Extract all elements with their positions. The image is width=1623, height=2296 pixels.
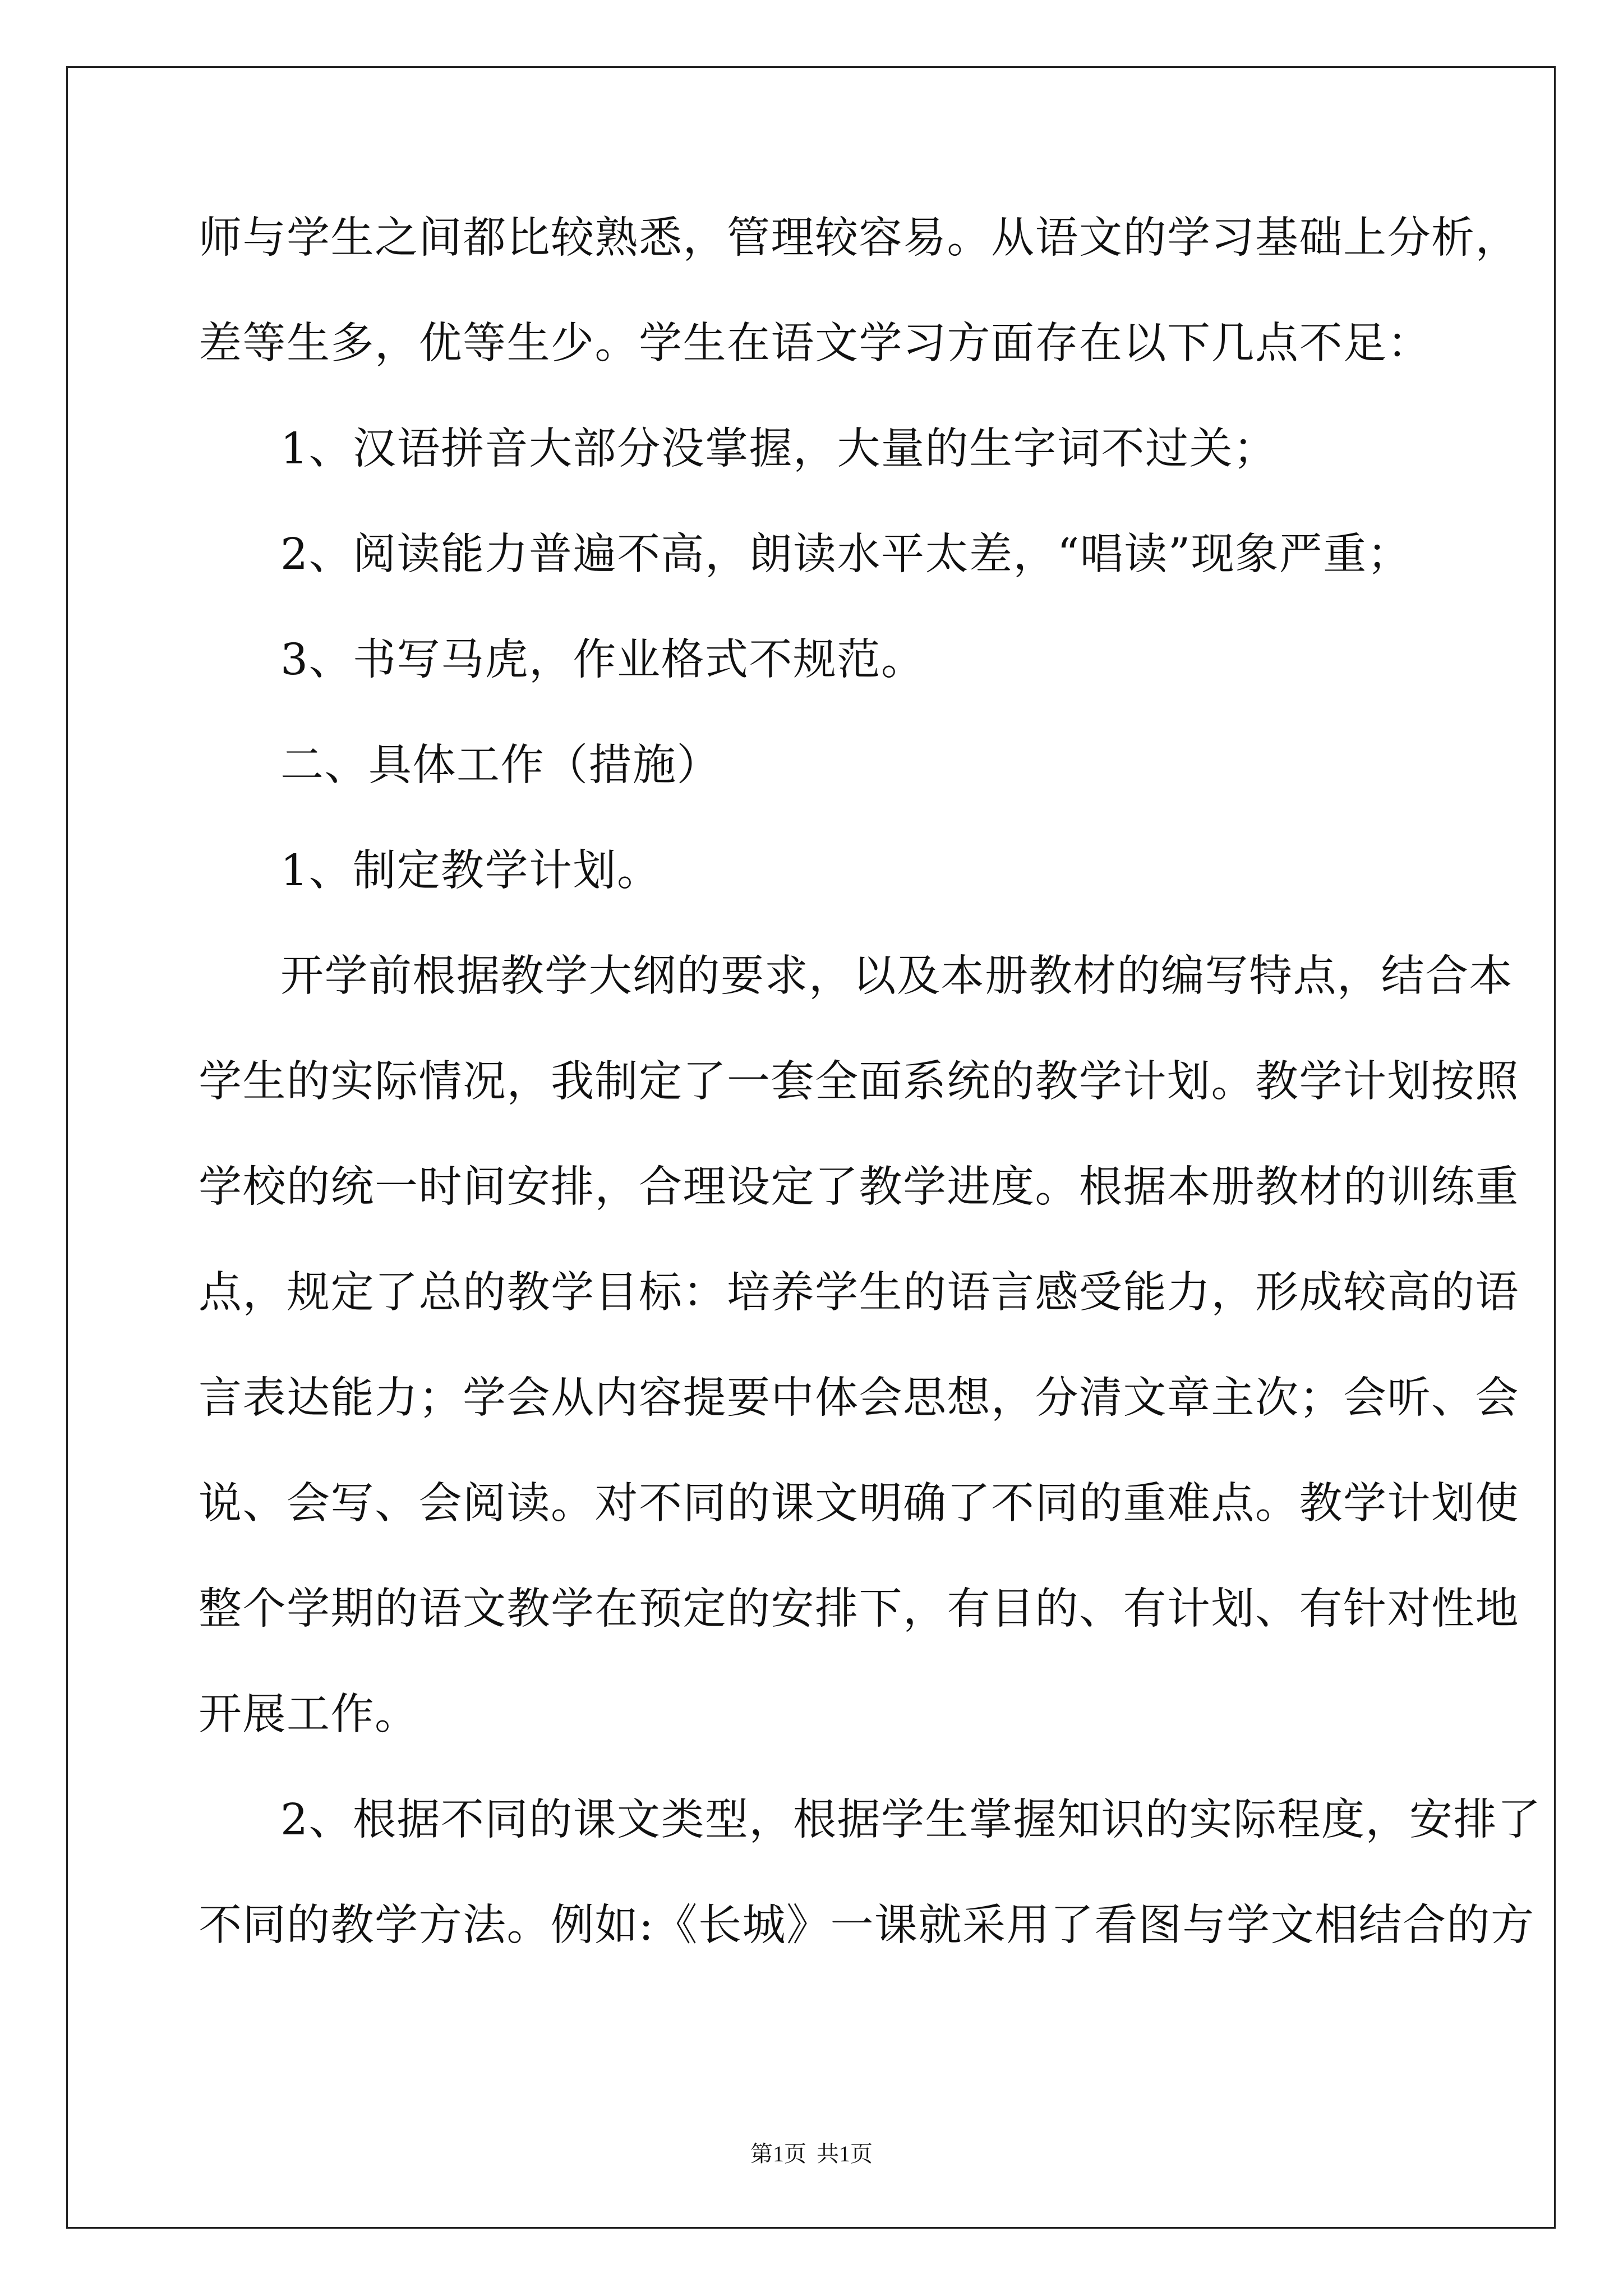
document-body	[199, 213, 1542, 2009]
paragraph-line: 开展工作。	[199, 1690, 419, 1740]
paragraph-line: 整个学期的语文教学在预定的安排下，有目的、有计划、有针对性地	[199, 1584, 1519, 1634]
page-number: 第1页	[750, 2141, 806, 2166]
paragraph-line: 学校的统一时间安排，合理设定了教学进度。根据本册教材的训练重	[199, 1162, 1519, 1212]
section-heading: 二、具体工作（措施）	[280, 740, 721, 790]
page-footer	[0, 2136, 1623, 2168]
list-item-3: 3、书写马虎，作业格式不规范。	[280, 635, 925, 685]
text-line-2: 差等生多，优等生少。学生在语文学习方面存在以下几点不足：	[199, 319, 1431, 369]
paragraph-line: 说、会写、会阅读。对不同的课文明确了不同的重难点。教学计划使	[199, 1479, 1519, 1529]
paragraph-line: 不同的教学方法。例如:《长城》一课就采用了看图与学文相结合的方	[199, 1901, 1535, 1950]
page-total: 共1页	[817, 2141, 873, 2166]
paragraph-line: 言表达能力；学会从内容提要中体会思想，分清文章主次；会听、会	[199, 1373, 1519, 1423]
paragraph-line: 开学前根据教学大纲的要求，以及本册教材的编写特点，结合本	[280, 951, 1513, 1001]
text-line-1: 师与学生之间都比较熟悉，管理较容易。从语文的学习基础上分析，	[199, 213, 1519, 263]
list-item-2: 2、阅读能力普遍不高，朗读水平太差，“唱读”现象严重；	[280, 530, 1412, 579]
subsection-heading: 1、制定教学计划。	[280, 846, 661, 896]
paragraph-line: 学生的实际情况，我制定了一套全面系统的教学计划。教学计划按照	[199, 1057, 1519, 1107]
paragraph-line: 点，规定了总的教学目标：培养学生的语言感受能力，形成较高的语	[199, 1268, 1519, 1318]
list-item-1: 1、汉语拼音大部分没掌握，大量的生字词不过关；	[280, 424, 1278, 474]
paragraph-line: 2、根据不同的课文类型，根据学生掌握知识的实际程度，安排了	[280, 1795, 1542, 1845]
